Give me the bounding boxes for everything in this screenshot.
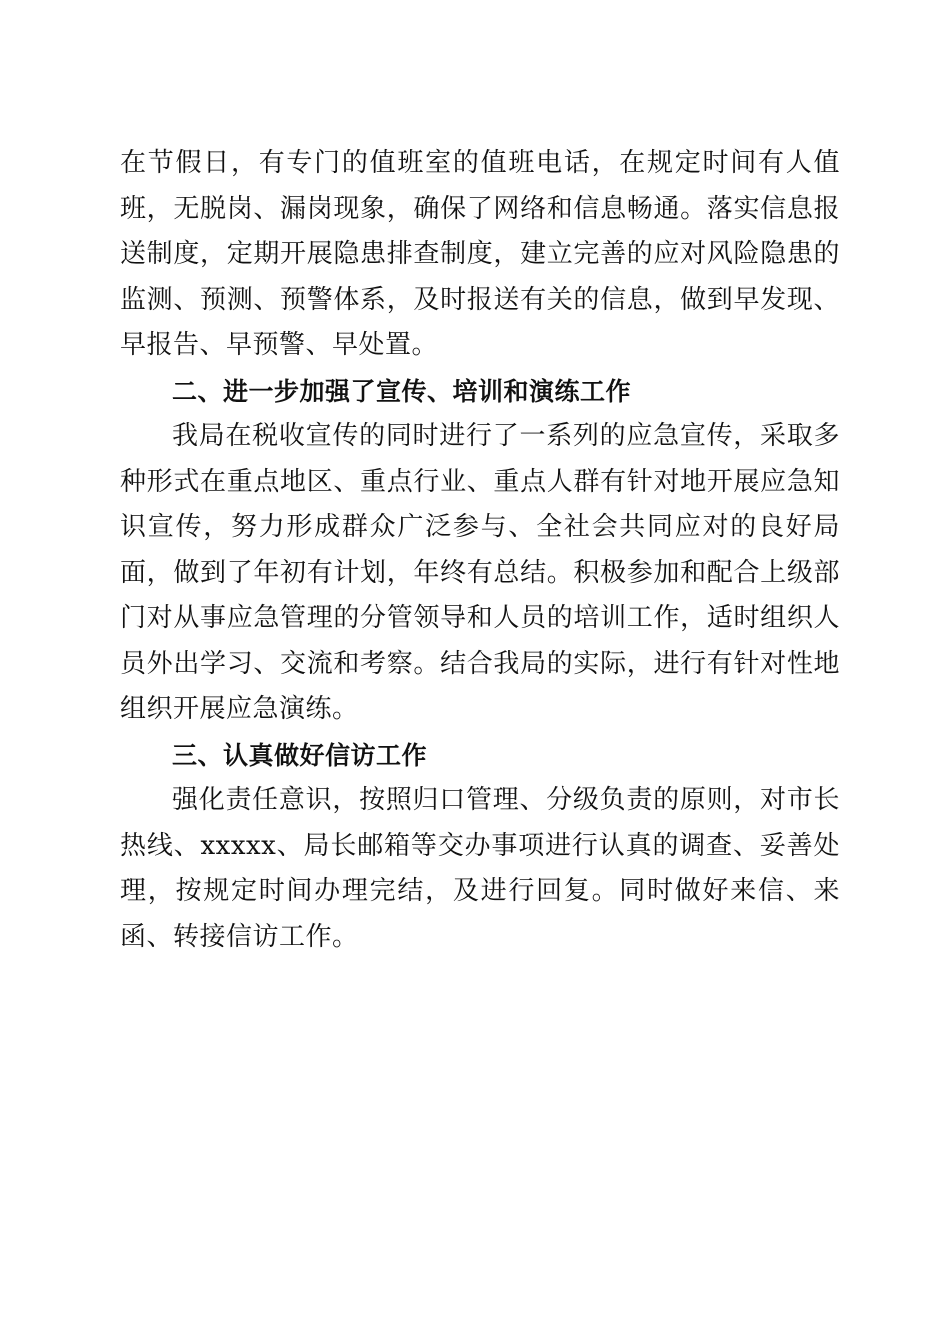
paragraph-publicity-training-drills: 我局在税收宣传的同时进行了一系列的应急宣传，采取多种形式在重点地区、重点行业、重点人群有针对地开展应急知识宣传，努力形成群众广泛参与、全社会共同应对的良好局面，做到了年初有计划，年终有总结。积极参加和配合上级部门对从事应急管理的分管领导和人员的培训工作，适时组织人员外出学习、交流和考察。结合我局的实际，进行有针对性地组织开展应急演练。 — [120, 421, 840, 724]
section-heading-publicity-training-drills: 二、进一步加强了宣传、培训和演练工作 — [172, 376, 632, 406]
paragraph-duty-information-reporting: 在节假日，有专门的值班室的值班电话，在规定时间有人值班，无脱岗、漏岗现象，确保了网络和信息畅通。落实信息报送制度，定期开展隐患排查制度，建立完善的应对风险隐患的监测、预测、预警体系，及时报送有关的信息，做到早发现、早报告、早预警、早处置。 — [120, 148, 840, 360]
paragraph-petition-work: 强化责任意识，按照归口管理、分级负责的原则，对市长热线、xxxxx、局长邮箱等交办事项进行认真的调查、妥善处理，按规定时间办理完结，及进行回复。同时做好来信、来函、转接信访工作。 — [120, 785, 840, 952]
section-heading-petition-work: 三、认真做好信访工作 — [172, 740, 428, 770]
document-body — [120, 141, 840, 960]
